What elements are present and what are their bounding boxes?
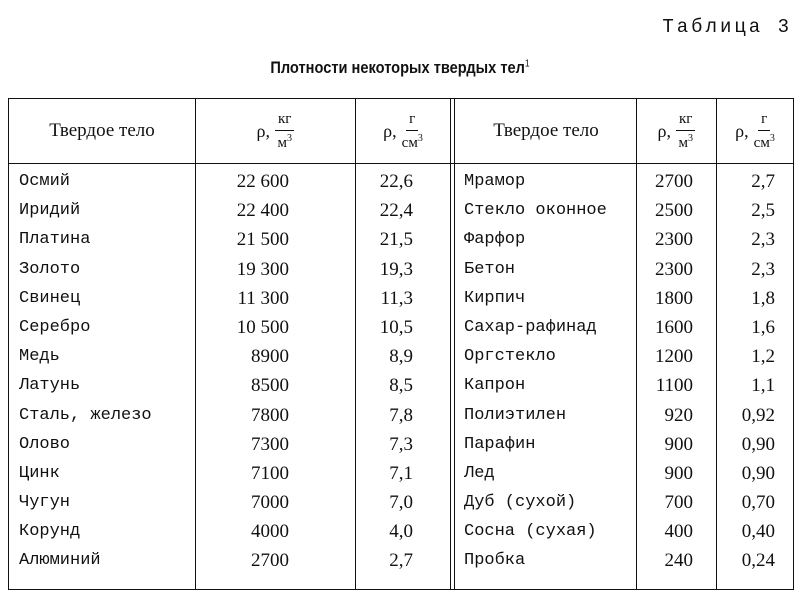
material-name: Чугун <box>19 493 71 513</box>
material-name: Цинк <box>19 463 60 483</box>
density-g-value: 21,5 <box>379 229 413 251</box>
density-kg-value: 4000 <box>251 521 289 543</box>
density-kg-value: 2700 <box>655 171 693 192</box>
material-name: Фарфор <box>464 230 526 250</box>
header-density-g-left <box>356 99 450 163</box>
density-kg-value: 900 <box>664 433 693 455</box>
header-solid-left: Твердое тело <box>49 120 155 141</box>
unit-denominator: $м^3$ <box>678 132 693 151</box>
density-kg-value: 2300 <box>655 258 693 280</box>
density-g-value: 0,24 <box>741 550 775 572</box>
unit-numerator: кг <box>275 112 294 131</box>
center-double-divider <box>450 99 455 589</box>
material-name: Медь <box>19 347 60 367</box>
density-kg-value: 7100 <box>251 462 289 484</box>
density-g-value: 0,90 <box>741 462 775 484</box>
density-table <box>8 98 794 590</box>
material-name: Бетон <box>464 259 516 279</box>
material-name: Олово <box>19 434 71 454</box>
density-g-value: 2,3 <box>751 229 775 251</box>
column-divider <box>636 99 637 589</box>
material-name: Стекло оконное <box>464 201 607 221</box>
density-g-value: 10,5 <box>379 316 413 338</box>
material-name: Золото <box>19 259 81 279</box>
density-g-value: 2,7 <box>389 550 413 572</box>
density-g-value: 22,6 <box>379 171 413 192</box>
material-name: Оргстекло <box>464 347 556 367</box>
material-name: Пробка <box>464 551 526 571</box>
density-kg-value: 920 <box>664 404 693 426</box>
density-g-value: 0,90 <box>741 433 775 455</box>
material-name: Парафин <box>464 434 536 454</box>
density-g-value: 7,8 <box>389 404 413 426</box>
unit-denominator: $см^3$ <box>753 132 775 151</box>
column-divider <box>355 99 356 589</box>
density-kg-value: 1800 <box>655 287 693 309</box>
density-kg-value: 1200 <box>655 346 693 368</box>
rho-symbol: ρ, <box>256 120 271 141</box>
density-kg-value: 22 400 <box>236 200 289 222</box>
material-name: Мрамор <box>464 172 526 191</box>
density-g-value: 19,3 <box>379 258 413 280</box>
material-name: Лед <box>464 463 495 483</box>
header-density-kg-left <box>196 99 355 163</box>
density-g-value: 0,92 <box>741 404 775 426</box>
table-number: Таблица 3 <box>662 16 792 38</box>
density-kg-value: 1100 <box>655 375 693 397</box>
header-solid-right: Твердое тело <box>493 120 599 141</box>
density-kg-value: 1600 <box>655 316 693 338</box>
density-g-value: 1,6 <box>751 316 775 338</box>
material-name: Корунд <box>19 522 81 542</box>
right-name-column <box>464 167 634 576</box>
density-kg-value: 2300 <box>655 229 693 251</box>
rho-symbol: ρ, <box>657 120 672 141</box>
material-name: Дуб (сухой) <box>464 493 577 513</box>
material-name: Платина <box>19 230 91 250</box>
material-name: Алюминий <box>19 551 101 571</box>
header-density-kg-right <box>637 99 716 163</box>
unit-denominator: $см^3$ <box>401 132 423 151</box>
density-g-value: 2,7 <box>751 171 775 192</box>
density-kg-value: 10 500 <box>236 316 289 338</box>
left-kg-column <box>199 167 289 576</box>
density-g-value: 1,1 <box>751 375 775 397</box>
title-footnote-mark: 1 <box>524 58 530 70</box>
unit-g-per-cm3 <box>754 112 775 151</box>
density-g-value: 4,0 <box>389 521 413 543</box>
material-name: Кирпич <box>464 288 526 308</box>
material-name: Сахар-рафинад <box>464 317 597 337</box>
right-kg-column <box>639 167 693 576</box>
material-name: Свинец <box>19 288 81 308</box>
material-name: Сосна (сухая) <box>464 522 597 542</box>
rho-symbol: ρ, <box>735 120 749 141</box>
density-kg-value: 900 <box>664 462 693 484</box>
table-title-text: Плотности некоторых твердых тел <box>270 58 525 77</box>
density-kg-value: 7000 <box>251 492 289 514</box>
density-g-value: 2,5 <box>751 200 775 222</box>
density-g-value: 11,3 <box>380 287 413 309</box>
density-g-value: 1,2 <box>751 346 775 368</box>
unit-kg-per-m3 <box>275 112 294 151</box>
density-kg-value: 21 500 <box>236 229 289 251</box>
unit-numerator: г <box>758 112 770 131</box>
density-kg-value: 8900 <box>251 346 289 368</box>
density-g-value: 7,1 <box>389 462 413 484</box>
material-name: Иридий <box>19 201 81 221</box>
header-density-g-right <box>717 99 793 163</box>
density-kg-value: 400 <box>664 521 693 543</box>
density-kg-value: 2700 <box>251 550 289 572</box>
density-g-value: 2,3 <box>751 258 775 280</box>
material-name: Серебро <box>19 317 91 337</box>
right-g-column <box>717 167 775 576</box>
left-g-column <box>357 167 413 576</box>
density-kg-value: 7300 <box>251 433 289 455</box>
material-name: Осмий <box>19 172 71 191</box>
density-g-value: 7,3 <box>389 433 413 455</box>
density-kg-value: 240 <box>664 550 693 572</box>
left-name-column <box>19 167 191 576</box>
density-g-value: 22,4 <box>379 200 413 222</box>
table-title <box>56 58 744 78</box>
material-name: Латунь <box>19 376 81 396</box>
density-kg-value: 8500 <box>251 375 289 397</box>
density-g-value: 0,70 <box>741 492 775 514</box>
header-divider <box>9 163 793 164</box>
density-kg-value: 19 300 <box>236 258 289 280</box>
density-g-value: 1,8 <box>751 287 775 309</box>
density-kg-value: 7800 <box>251 404 289 426</box>
density-g-value: 8,5 <box>389 375 413 397</box>
density-kg-value: 700 <box>664 492 693 514</box>
density-kg-value: 2500 <box>655 200 693 222</box>
column-divider <box>195 99 196 589</box>
unit-numerator: г <box>406 112 418 131</box>
density-kg-value: 11 300 <box>237 287 289 309</box>
unit-kg-per-m3 <box>676 112 695 151</box>
material-name: Сталь, железо <box>19 405 152 425</box>
density-kg-value: 22 600 <box>236 171 289 192</box>
unit-g-per-cm3 <box>402 112 423 151</box>
density-g-value: 8,9 <box>389 346 413 368</box>
material-name: Полиэтилен <box>464 405 567 425</box>
unit-numerator: кг <box>676 112 695 131</box>
density-g-value: 7,0 <box>389 492 413 514</box>
unit-denominator: $м^3$ <box>277 132 292 151</box>
density-g-value: 0,40 <box>741 521 775 543</box>
material-name: Капрон <box>464 376 526 396</box>
rho-symbol: ρ, <box>383 120 397 141</box>
